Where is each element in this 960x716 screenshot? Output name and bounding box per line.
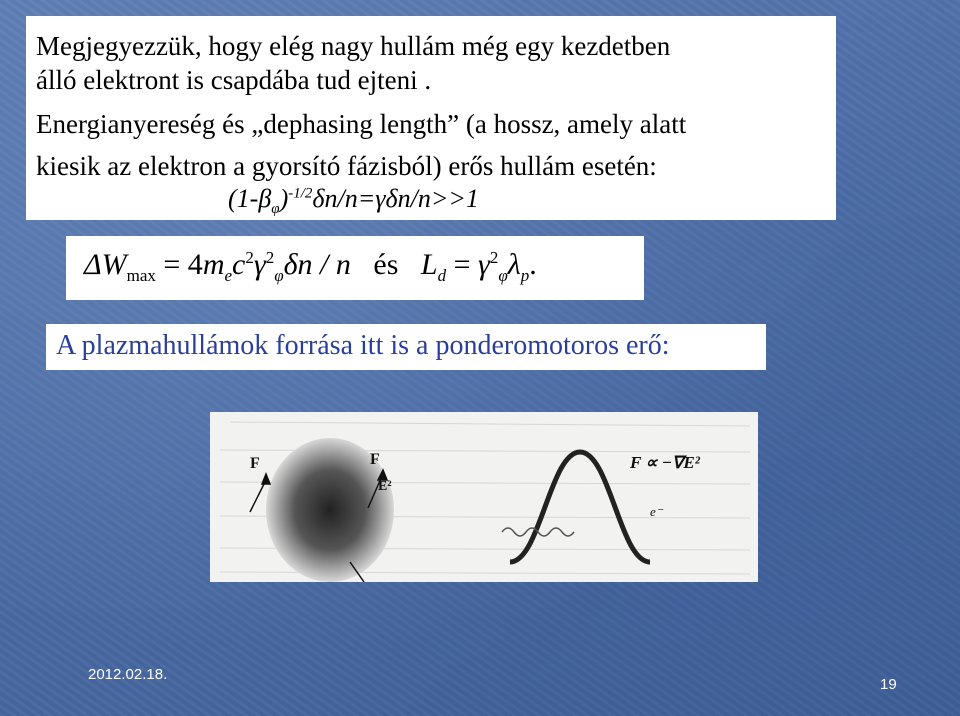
force-label-1: F bbox=[250, 455, 260, 472]
text-line-3: Energianyereség és „dephasing length” (a hossz, amely alatt bbox=[36, 109, 687, 139]
caption-text: A plazmahullámok forrása itt is a ponderomotoros erő: bbox=[56, 330, 670, 361]
energy-formula-box bbox=[66, 236, 644, 300]
text-line-2: álló elektront is csapdába tud ejteni . bbox=[36, 65, 432, 95]
footer-date: 2012.02.18. bbox=[88, 666, 168, 683]
text-line-1: Megjegyezzük, hogy elég nagy hullám még egy kezdetben bbox=[36, 31, 671, 61]
e-squared-label: E² bbox=[378, 479, 392, 494]
text-line-4: kiesik az elektron a gyorsító fázisból) erős hullám esetén: bbox=[36, 151, 657, 181]
electron-label: e⁻ bbox=[650, 504, 663, 519]
caption-box bbox=[46, 324, 766, 370]
text-box bbox=[26, 16, 836, 220]
ponderomotive-figure-svg bbox=[210, 412, 758, 582]
page-number: 19 bbox=[880, 676, 897, 693]
force-label-2: F bbox=[370, 451, 380, 468]
force-formula: F ∝ −∇E² bbox=[630, 453, 700, 472]
dephasing-condition-formula: $(1-\beta_\varphi)^{-1/2}\delta n/n=\gamma\delta n/n>>1$ bbox=[228, 184, 479, 218]
energy-gain-formula: $\Delta W_{max} = 4m_ec^2\gamma^2_\varphi\delta n / n$ és $L_d = \gamma^2_\varphi\lambda_p$. bbox=[84, 248, 537, 285]
ponderomotive-figure bbox=[210, 412, 758, 582]
